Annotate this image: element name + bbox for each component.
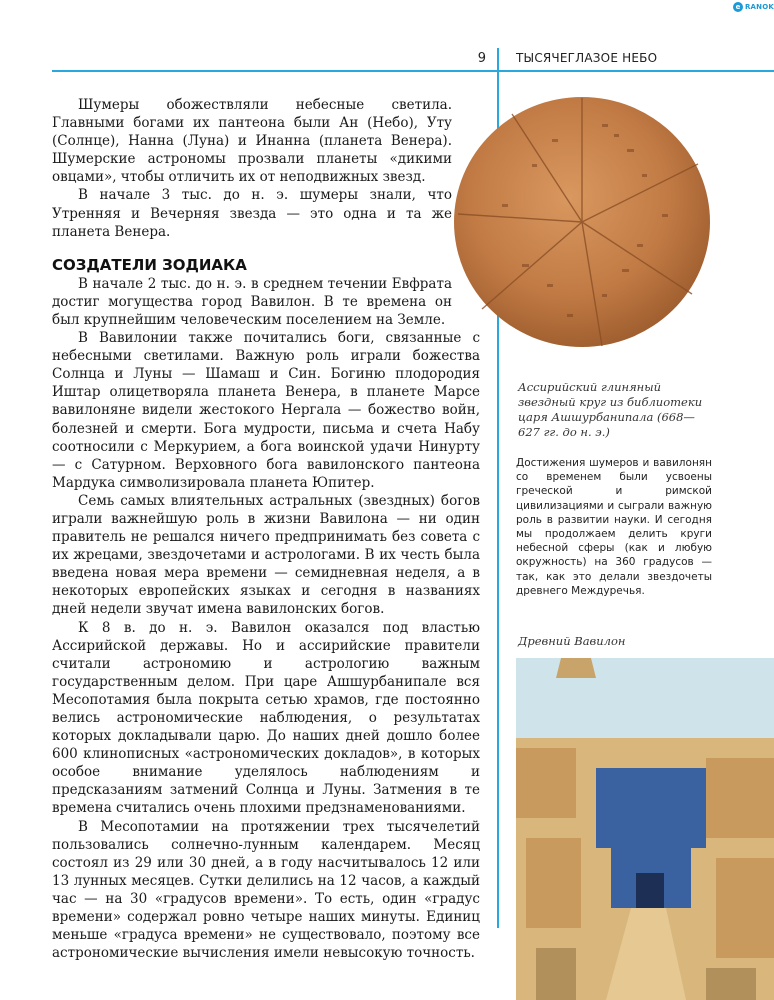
body-paragraph: Семь самых влиятельных астральных (звездных) богов играли важнейшую роль в жизни Вавилона — ни один правитель не решался ничего предпринимать без совета с их жрецами, звездочетами и астрологами. В их честь была введена новая мера времени — семидневная неделя, а в некоторых европейских языках и сегодня в названиях дней недели звучат имена вавилонских богов. (52, 492, 480, 618)
header-rule (52, 70, 774, 72)
body-paragraph: В начале 2 тыс. до н. э. в среднем течении Евфрата достиг могущества город Вавилон. В те времена он был крупнейшим человеческим поселением на Земле. (52, 275, 452, 328)
clay-star-disc-image (452, 94, 712, 349)
intro-paragraph: Шумеры обожествляли небесные светила. Главными богами их пантеона были Ан (Небо), Уту (Солнце), Нанна (Луна) и Инанна (планета Венера). Шумерские астрономы прозвали планеты «дикими овцами», чтобы отличить их от неподвижных звезд. (52, 97, 452, 186)
publisher-logo (733, 0, 774, 14)
ancient-babylon-illustration (516, 658, 774, 1000)
babylon-caption: Древний Вавилон (518, 634, 626, 648)
running-title: ТЫСЯЧЕГЛАЗОЕ НЕБО (516, 51, 658, 65)
body-paragraph: В Месопотамии на протяжении трех тысячелетий пользовались солнечно-лунным календарем. Месяц состоял из 29 или 30 дней, а в году насчитывалось 12 или 13 лунных месяцев. Сутки делились на 12 часов, а каждый час — на 30 «градусов времени». То есть, один «градус времени» содержал ровно четыре наших минуты. Единиц меньше «градуса времени» не существовало, поэтому все астрономические вычисления имели невысокую точность. (52, 818, 480, 962)
publisher-logo-text: RANOK (744, 3, 774, 11)
main-text-column (52, 96, 480, 962)
page-number: 9 (477, 51, 486, 66)
publisher-logo-icon: e (733, 2, 743, 12)
sidebar-note: Достижения шумеров и вавилонян со временем были усвоены греческой и римской цивилизациями и сыграли важную роль в развитии науки. И сегодня мы продолжаем делить круги небесной сферы (как и любую окружность) на 360 градусов — так, как это делали звездочеты древнего Междуречья. (516, 457, 712, 597)
body-paragraph: К 8 в. до н. э. Вавилон оказался под властью Ассирийской державы. Но и ассирийские правители считали астрономию и астрологию важным государственным делом. При царе Ашшурбанипале вся Месопотамия была покрыта сетью храмов, где постоянно велись астрономические наблюдения, о результатах которых докладывали царю. До наших дней дошло более 600 клинописных «астрономических докладов», в которых особое внимание уделялось наблюдениям и предсказаниям затмений Солнца и Луны. Затмения в те времена считались очень плохими предзнаменованиями. (52, 619, 480, 817)
intro-paragraph: В начале 3 тыс. до н. э. шумеры знали, что Утренняя и Вечерняя звезда — это одна и та же планета Венера. (52, 187, 452, 240)
section-heading: СОЗДАТЕЛИ ЗОДИАКА (52, 255, 247, 274)
body-paragraph: В Вавилонии также почитались боги, связанные с небесными светилами. Важную роль играли божества Солнца и Луны — Шамаш и Син. Богиню плодородия Иштар олицетворяла планета Венера, в планете Марсе вавилоняне видели жестокого Нергала — божество войн, болезней и смерти. Бога мудрости, письма и счета Набу соотносили с Меркурием, а бога воинской удачи Нинурту — с Сатурном. Верховного бога вавилонского пантеона Мардука символизировала планета Юпитер. (52, 330, 480, 491)
tablet-caption: Ассирийский глиняный звездный круг из библиотеки царя Ашшурбанипала (668—627 гг. до н. э.) (518, 380, 703, 439)
